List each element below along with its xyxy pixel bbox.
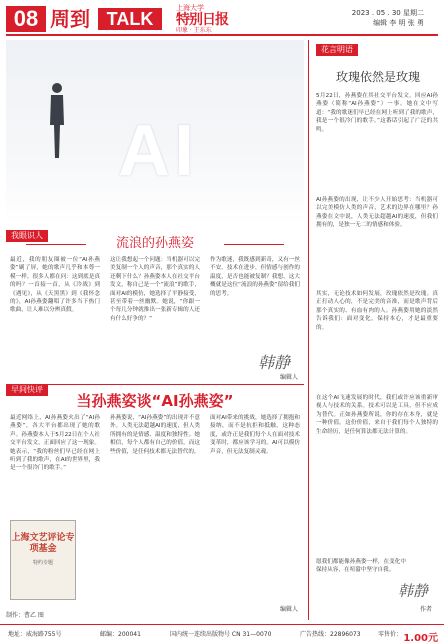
article3-para4: 在这个AI飞速发展的时代，我们或许应该重新审视人与技术的关系。技术可以是工具，但不应成为替代。正如孙燕姿所说，你的存在本身，就是一种价值。这份价值，来自于我们每个人独特的生命经历，是任何算法都无法计算的。 xyxy=(316,395,438,435)
price-label: 零售价： xyxy=(377,631,402,638)
newspaper-logo xyxy=(176,4,248,34)
section-tag-2: 早间快评 xyxy=(6,384,48,396)
logo-main: 特别日报 xyxy=(176,12,228,28)
footer-address: 地址：威海路755号 xyxy=(8,631,62,638)
section-divider xyxy=(6,384,304,385)
article2-col2: 孙燕姿说，“AI孙燕姿”的出现并不意外。人类无法超越AI的速度，但人类所拥有的是情感、温度和独特性。她相信，每个人都有自己的价值，而这些价值，是任何技术都无法替代的。 xyxy=(110,415,200,455)
article2-headline: 当孙燕姿谈“AI孙燕姿” xyxy=(76,392,234,410)
header-rule xyxy=(6,34,438,36)
section-word: 周到 xyxy=(50,7,90,31)
article1-col1: 最近，我的朋友圈被一位“AI孙燕姿”刷了屏，她的歌声几乎和本尊一模一样。很多人都在问：这到底是真的吗？一首接一首，从《冷战》到《遇见》，从《天黑黑》到《我怀念的》，AI孙燕姿翻唱了许多当下热门歌曲，让人难以分辨真假。 xyxy=(10,257,100,314)
book-author: 特约专题 xyxy=(32,560,53,566)
article1-author-role: 编辑人 xyxy=(280,374,299,381)
date-line: 2023 . 05 . 30 星期二 xyxy=(351,9,424,17)
book-title: 上海文艺评论专项基金 xyxy=(11,533,75,554)
article2-col3: 面对AI带来的挑战，她选择了拥抱和接纳，而不是抗拒和抵触。这种态度，或许正是我们每个人在面对技术变革时，都应该学习的。AI可以模仿声音，但无法复制灵魂。 xyxy=(210,415,300,455)
article3-headline: 玫瑰依然是玫瑰 xyxy=(335,70,420,84)
article1-headline: 流浪的孙燕姿 xyxy=(6,236,304,252)
section-tag-3: 花言明语 xyxy=(316,44,358,56)
book-cover-image xyxy=(10,520,76,600)
logo-top: 上海大学 xyxy=(176,4,204,12)
footer-cn: 国内统一连续出版物号 CN 31—0070 xyxy=(170,631,272,638)
article1-col3: 作为歌迷，我既感到新奇，又有一丝不安。技术在进步，但情感与创作的温度，是否也能被复制？我想，这大概就是这位“流浪的孙燕姿”留给我们的思考。 xyxy=(210,257,300,297)
page-footer xyxy=(0,624,444,644)
article3-author-role: 作者 xyxy=(420,606,433,613)
article3-signature: 韩静 xyxy=(398,582,429,600)
article1-signature: 韩静 xyxy=(258,353,291,372)
article2-author-role: 编辑人 xyxy=(280,606,299,613)
logo-sub: 印象 · 王东东 xyxy=(176,27,212,34)
hero-photo xyxy=(6,40,304,226)
masthead xyxy=(0,0,444,38)
issue-date xyxy=(352,8,424,28)
article3-para3: 其实，无论技术如何发展，玫瑰依然是玫瑰。真正打动人心的，不是完美的音准，而是歌声背后那个真实的、有血有肉的人。孙燕姿用她的淡然告诉我们：面对变化，保持本心，才是最重要的。 xyxy=(316,291,438,331)
page-number: 08 xyxy=(6,6,46,32)
photo-caption: 制作：曹乙 图 xyxy=(6,612,44,619)
price-value: 1.00元 xyxy=(403,633,438,644)
footer-postcode: 邮编：200041 xyxy=(100,631,141,638)
article3-para5: 愿我们都能像孙燕姿一样，在变化中保持从容，在喧嚣中坚守自我。 xyxy=(316,559,406,574)
section-tag-1: 我眼识人 xyxy=(6,230,48,242)
article1-col2: 这让我想起一个问题：当机器可以完美复制一个人的声音，那个真实的人还剩下什么？孙燕姿本人在社交平台发文，称自己是一个“流浪”的歌手，面对AI的模仿，她选择了平静接受，甚至带着一丝幽默。她说，“你跟一个每几分钟就推出一张新专辑的人还有什么好争的？” xyxy=(110,257,200,322)
section-talk: TALK xyxy=(98,8,162,30)
article2-col1: 最近网络上，AI孙燕姿火出了“AI孙燕姿”，各大平台都出现了她的歌声。孙燕姿本人于5月22日在个人社交平台发文，正面回应了这一现象。她表示，“我的粉丝们早已经在网上听到了我的歌声，在AI的世界里，我是一个很冷门的歌手。” xyxy=(10,415,100,472)
article3-para1: 5月22日，孙燕姿在其社交平台发文，回应AI孙燕姿（简称“AI孙燕姿”）一事。她在文中写道：“我的歌迷们早已经在网上听到了我的歌声，我是一个很冷门的歌手。”这番话引起了广泛的共鸣。 xyxy=(316,93,438,133)
ai-display-text: AI xyxy=(118,111,198,191)
footer-ad: 广告热线：22896073 xyxy=(300,631,361,638)
silhouette-figure-icon xyxy=(46,80,68,160)
column-rule xyxy=(308,40,309,620)
editors-line: 编辑 李 明 张 勇 xyxy=(373,19,424,27)
article3-para2: AI孙燕姿的出现，让不少人开始思考：当机器可以完美模仿人类的声音，艺术的边界在哪里？孙燕姿在文中说，人类无法超越AI的速度，但我们拥有的，是独一无二的情感和体验。 xyxy=(316,197,438,229)
